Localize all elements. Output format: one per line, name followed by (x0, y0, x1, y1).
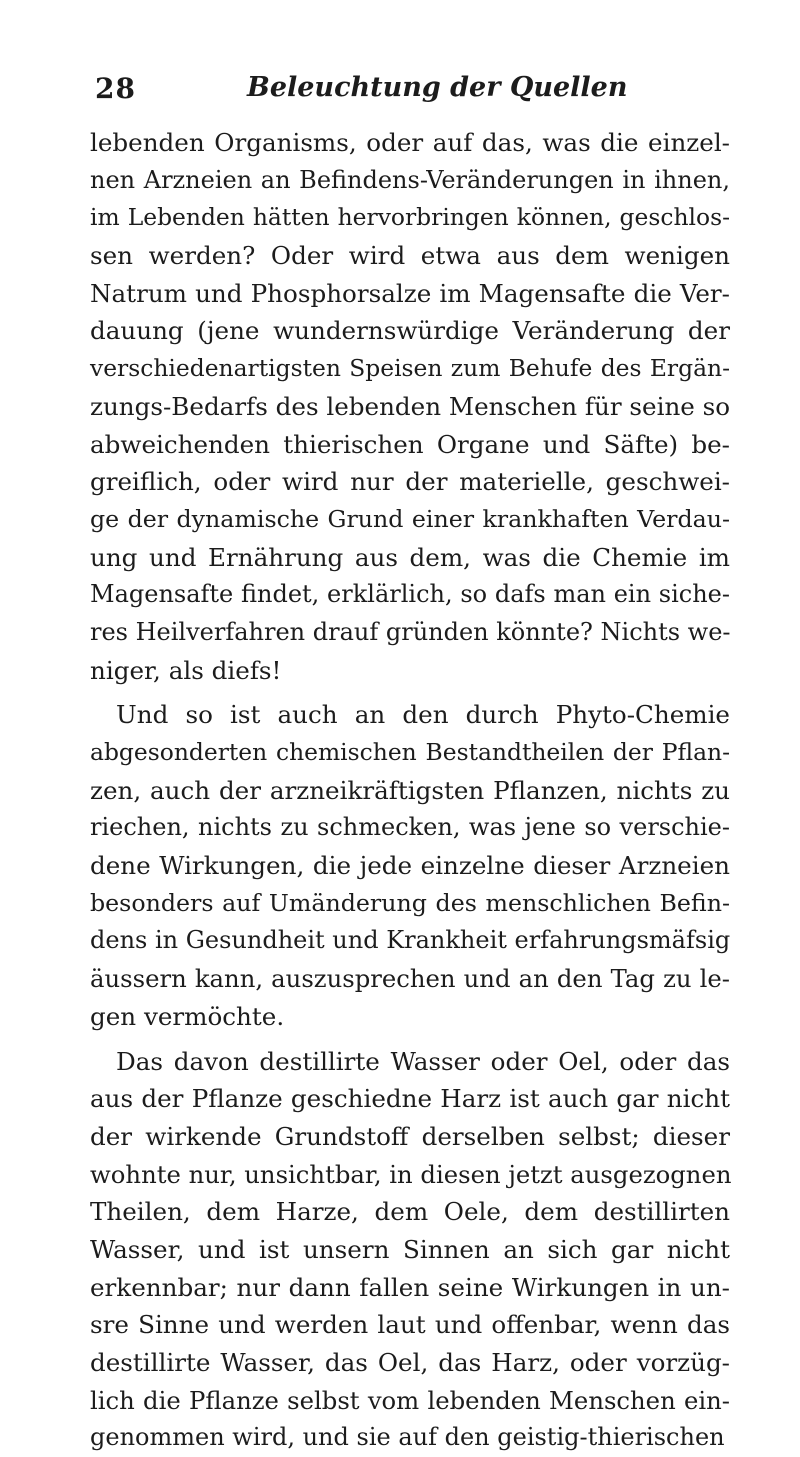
text-line: Magensafte findet, erklärlich, so dafs man ein siche- (90, 576, 730, 614)
text-line: wohnte nur, unsichtbar, in diesen jetzt ausgezognen (90, 1156, 730, 1194)
body-text (90, 124, 730, 1457)
text-line: niger, als diefs! (90, 652, 730, 690)
text-line: besonders auf Umänderung des menschlichen Befin- (90, 885, 730, 923)
running-title: Beleuchtung der Quellen (247, 72, 627, 103)
text-line: ge der dynamische Grund einer krankhaften Verdau- (90, 501, 730, 539)
text-line: genommen wird, und sie auf den geistig-thierischen (90, 1419, 730, 1457)
paragraph (90, 696, 730, 1035)
text-line: gen vermöchte. (90, 998, 730, 1036)
text-line: aus der Pflanze geschiedne Harz ist auch gar nicht (90, 1080, 730, 1118)
text-line: sre Sinne und werden laut und offenbar, wenn das (90, 1306, 730, 1344)
text-line: dene Wirkungen, die jede einzelne dieser Arzneien (90, 847, 730, 885)
text-line: Und so ist auch an den durch Phyto-Chemie (90, 696, 730, 734)
text-line: ung und Ernährung aus dem, was die Chemie im (90, 539, 730, 577)
text-line: dens in Gesundheit und Krankheit erfahrungsmäfsig (90, 922, 730, 960)
text-line: destillirte Wasser, das Oel, das Harz, oder vorzüg- (90, 1344, 730, 1382)
text-line: lebenden Organisms, oder auf das, was die einzel- (90, 124, 730, 162)
text-line: zungs-Bedarfs des lebenden Menschen für seine so (90, 388, 730, 426)
text-line: erkennbar; nur dann fallen seine Wirkungen in un- (90, 1269, 730, 1307)
text-line: sen werden? Oder wird etwa aus dem wenigen (90, 237, 730, 275)
text-line: greiflich, oder wird nur der materielle, geschwei- (90, 463, 730, 501)
text-line: zen, auch der arzneikräftigsten Pflanzen, nichts zu (90, 772, 730, 810)
paragraph (90, 124, 730, 689)
text-line: Das davon destillirte Wasser oder Oel, oder das (90, 1043, 730, 1081)
text-line: lich die Pflanze selbst vom lebenden Menschen ein- (90, 1382, 730, 1420)
paragraph (90, 1043, 730, 1457)
text-line: der wirkende Grundstoff derselben selbst; dieser (90, 1118, 730, 1156)
text-line: im Lebenden hätten hervorbringen können, geschlos- (90, 199, 730, 237)
running-head (0, 72, 800, 112)
text-line: riechen, nichts zu schmecken, was jene so verschie- (90, 809, 730, 847)
text-line: Natrum und Phosphorsalze im Magensafte die Ver- (90, 275, 730, 313)
text-line: Theilen, dem Harze, dem Oele, dem destillirten (90, 1193, 730, 1231)
text-line: verschiedenartigsten Speisen zum Behufe des Ergän- (90, 350, 730, 388)
page-number: 28 (95, 72, 136, 105)
text-line: res Heilverfahren drauf gründen könnte? Nichts we- (90, 614, 730, 652)
text-line: äussern kann, auszusprechen und an den Tag zu le- (90, 960, 730, 998)
text-line: Wasser, und ist unsern Sinnen an sich gar nicht (90, 1231, 730, 1269)
text-line: nen Arzneien an Befindens-Veränderungen in ihnen, (90, 162, 730, 200)
text-line: abweichenden thierischen Organe und Säfte) be- (90, 426, 730, 464)
text-line: dauung (jene wundernswürdige Veränderung der (90, 312, 730, 350)
text-line: abgesonderten chemischen Bestandtheilen der Pflan- (90, 734, 730, 772)
